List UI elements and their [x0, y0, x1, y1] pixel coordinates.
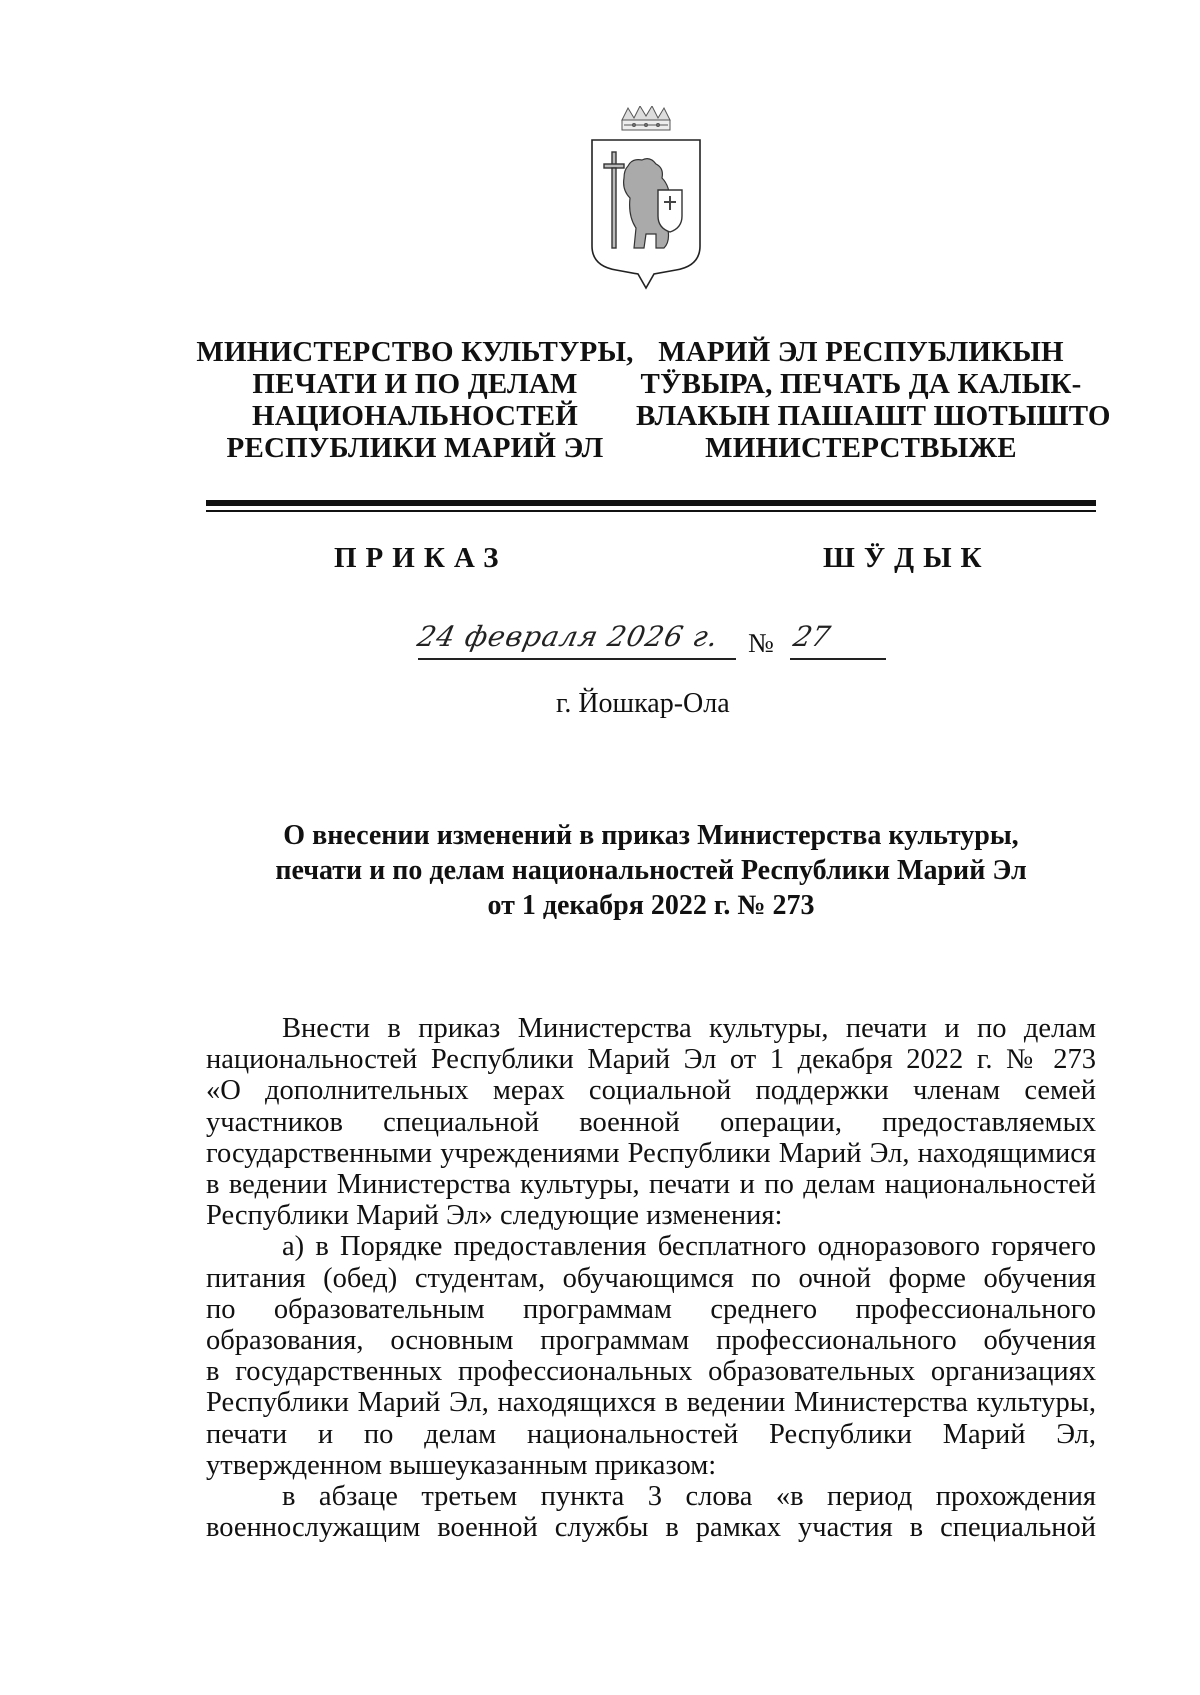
body-line: по образовательным программам среднего профессионального — [206, 1293, 1096, 1325]
order-body — [206, 1013, 1096, 1543]
header-right-line: МИНИСТЕРСТВЫЖЕ — [705, 432, 1017, 464]
body-line: а) в Порядке предоставления бесплатного одноразового горячего — [282, 1231, 1096, 1263]
date-underline — [418, 658, 736, 660]
city-name: г. Йошкар-Ола — [556, 688, 730, 719]
header-right-line: ТӰВЫРА, ПЕЧАТЬ ДА КАЛЫК- — [640, 368, 1082, 400]
header-right-line: МАРИЙ ЭЛ РЕСПУБЛИКЫН — [658, 336, 1064, 368]
ministry-name-russian — [190, 336, 640, 464]
title-line: печати и по делам национальностей Республики Марий Эл — [275, 855, 1027, 886]
header-left-line: РЕСПУБЛИКИ МАРИЙ ЭЛ — [226, 432, 604, 464]
body-line: национальностей Республики Марий Эл от 1 декабря 2022 г. № 273 — [206, 1044, 1096, 1076]
number-sign: № — [748, 628, 774, 658]
coat-of-arms-icon — [584, 106, 708, 302]
header-divider-thick — [206, 500, 1096, 506]
body-line: в ведении Министерства культуры, печати и по делам национальностей — [206, 1169, 1096, 1201]
handwritten-date: 24 февраля 2026 г. — [414, 620, 722, 653]
header-right-line: ВЛАКЫН ПАШАШТ ШОТЫШТО — [636, 400, 1111, 432]
body-line: питания (обед) студентам, обучающимся по очной форме обучения — [206, 1262, 1096, 1294]
order-title — [206, 818, 1096, 923]
ministry-name-mari — [636, 336, 1111, 464]
body-line: военнослужащим военной службы в рамках участия в специальной — [206, 1512, 1096, 1544]
handwritten-number: 27 — [790, 620, 834, 653]
body-line: в государственных профессиональных образовательных организациях — [206, 1356, 1096, 1388]
body-line: Республики Марий Эл, находящихся в ведении Министерства культуры, — [206, 1387, 1096, 1419]
header-left-line: НАЦИОНАЛЬНОСТЕЙ — [251, 400, 579, 432]
title-line: О внесении изменений в приказ Министерства культуры, — [283, 820, 1019, 851]
title-line: от 1 декабря 2022 г. № 273 — [487, 890, 815, 921]
header-left-line: МИНИСТЕРСТВО КУЛЬТУРЫ, — [196, 336, 634, 368]
header-left-line: ПЕЧАТИ И ПО ДЕЛАМ — [252, 368, 578, 400]
body-line: образования, основным программам профессионального обучения — [206, 1325, 1096, 1357]
date-number-line — [414, 618, 888, 668]
number-underline — [790, 658, 886, 660]
doc-type-russian: ПРИКАЗ — [334, 542, 508, 574]
body-line: утвержденном вышеуказанным приказом: — [206, 1449, 717, 1481]
doc-type-mari: ШӰДЫК — [823, 542, 991, 574]
body-line: государственными учреждениями Республики Марий Эл, находящимися — [206, 1137, 1096, 1169]
body-line: Республики Марий Эл» следующие изменения: — [206, 1200, 783, 1232]
body-line: участников специальной военной операции, предоставляемых — [206, 1106, 1096, 1138]
body-line: «О дополнительных мерах социальной поддержки членам семей — [206, 1075, 1096, 1107]
body-line: печати и по делам национальностей Республики Марий Эл, — [206, 1418, 1096, 1450]
body-line: в абзаце третьем пункта 3 слова «в период прохождения — [282, 1481, 1096, 1513]
body-line: Внести в приказ Министерства культуры, печати и по делам — [282, 1013, 1096, 1044]
header-divider-thin — [206, 510, 1096, 512]
